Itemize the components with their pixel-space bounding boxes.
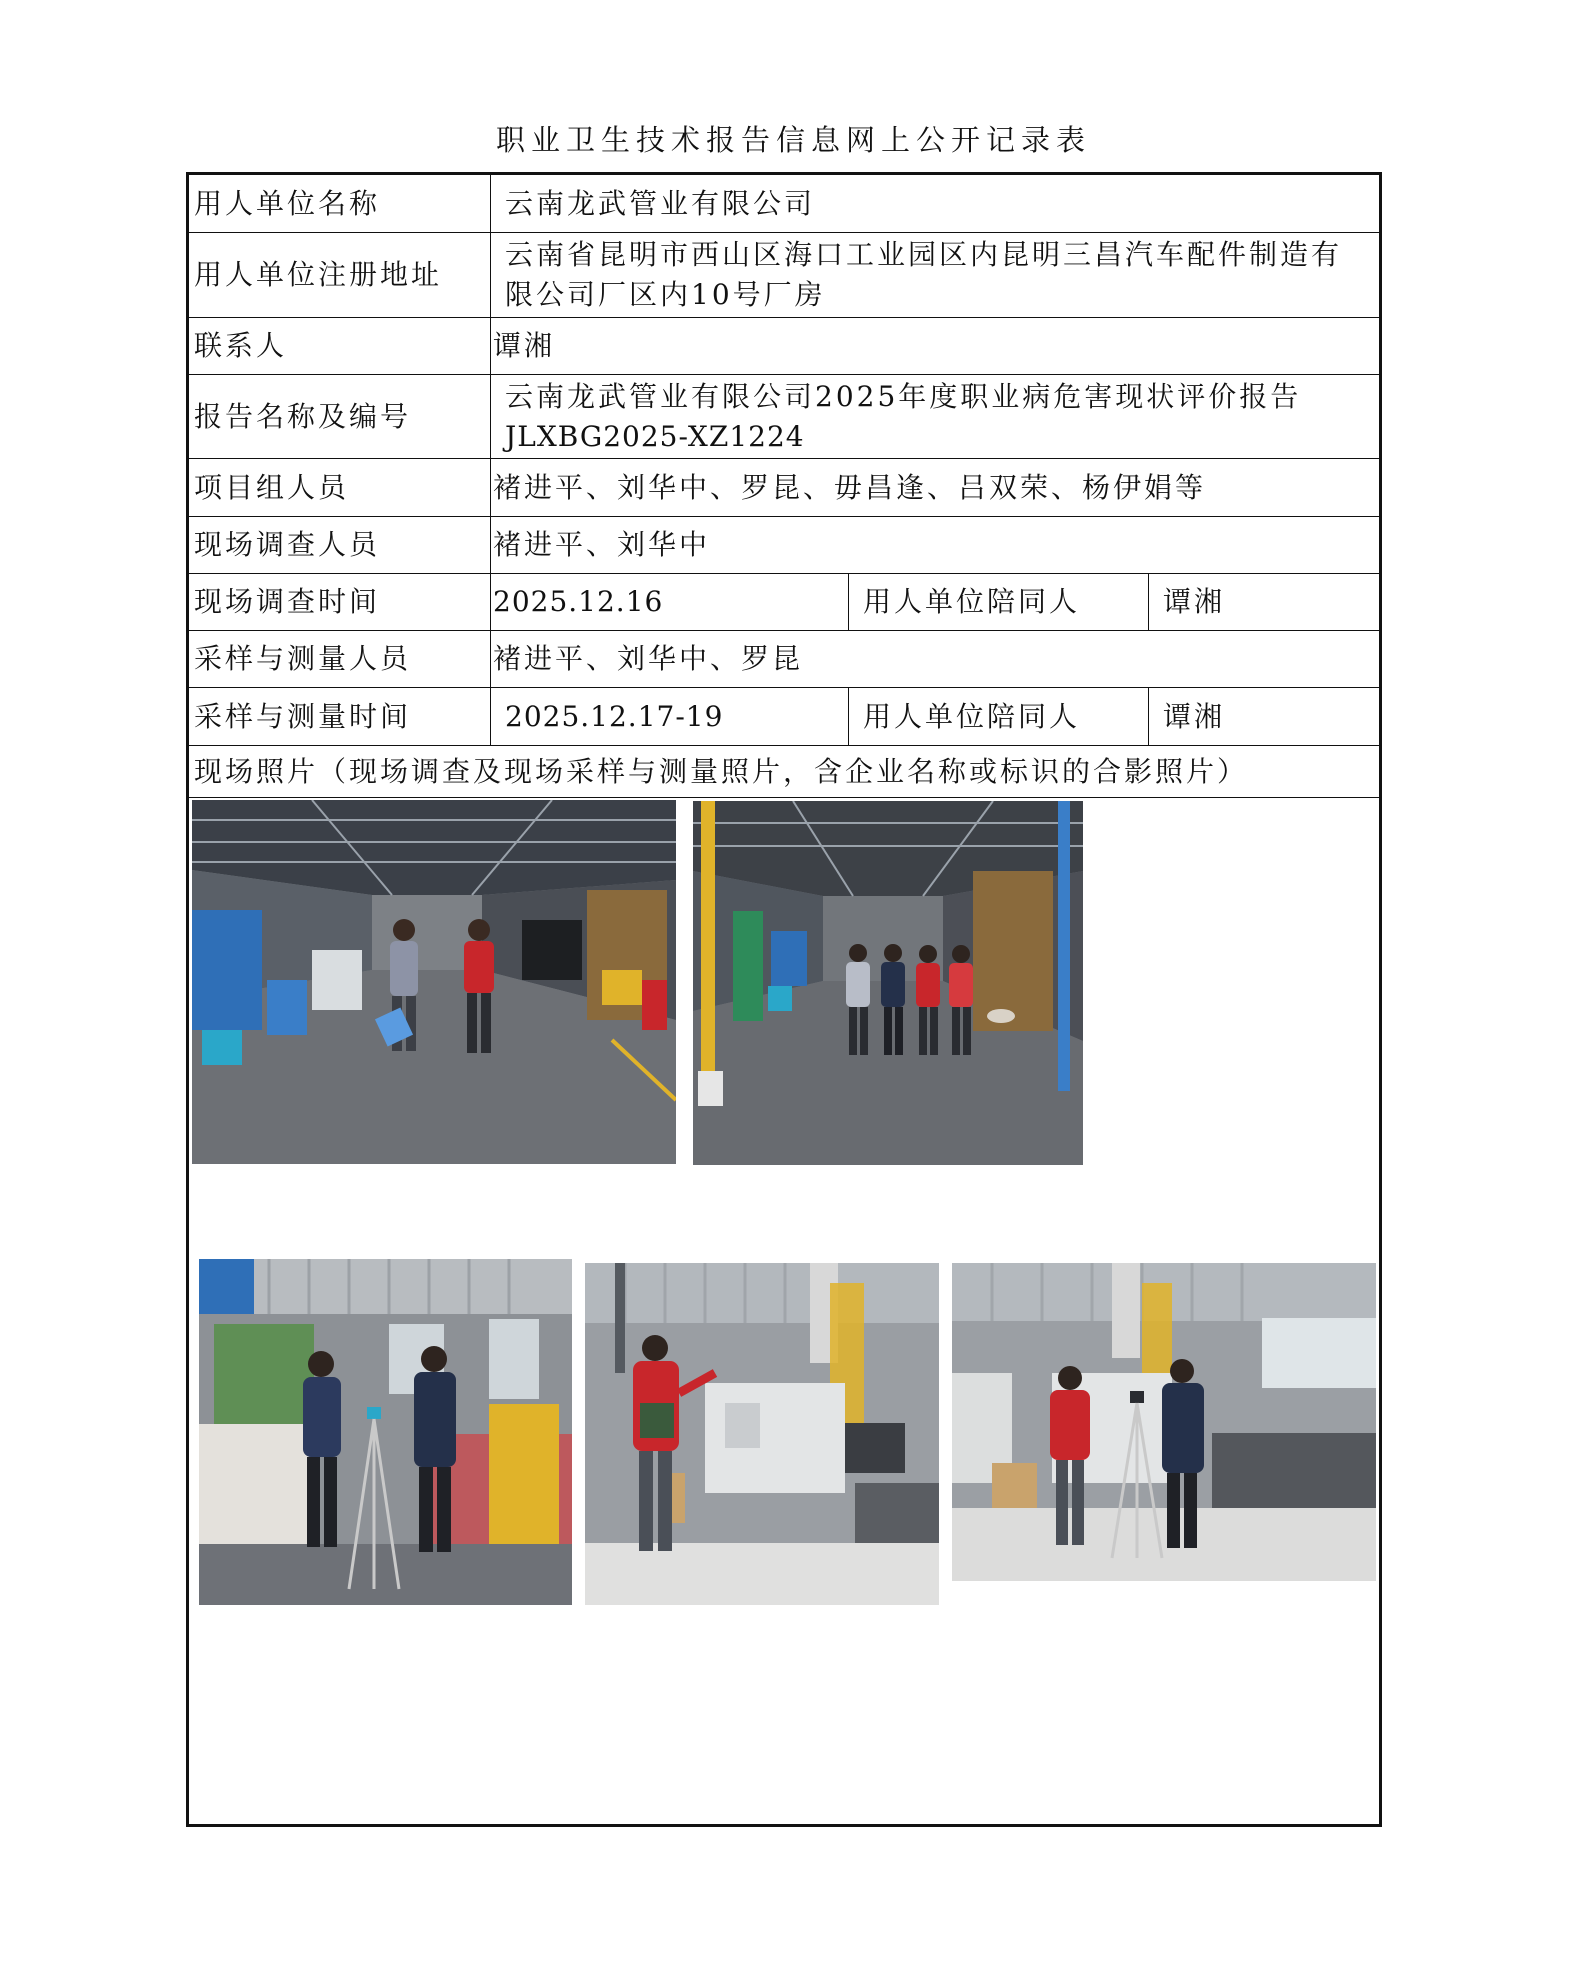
site-photos-area (189, 798, 1379, 1824)
report-label: 报告名称及编号 (189, 375, 491, 458)
photos-header-label: 现场照片（现场调查及现场采样与测量照片，含企业名称或标识的合影照片） (194, 754, 1249, 788)
sampling-staff-value: 褚进平、刘华中、罗昆 (493, 642, 804, 675)
report-number: JLXBG2025-XZ1224 (505, 419, 805, 453)
employer-name-label: 用人单位名称 (189, 175, 491, 232)
survey-companion-label: 用人单位陪同人 (849, 574, 1149, 630)
employer-address-value (491, 233, 1379, 317)
row-sampling-staff (189, 631, 1379, 688)
sampling-time-label: 采样与测量时间 (189, 688, 491, 745)
sampling-time-value: 2025.12.17-19 (491, 688, 849, 745)
contact-value: 谭湘 (493, 329, 556, 362)
employer-name-value: 云南龙武管业有限公司 (505, 186, 816, 220)
site-photo-group (693, 801, 1083, 1165)
row-contact (189, 318, 1379, 375)
row-sampling-time (189, 688, 1379, 746)
report-name: 云南龙武管业有限公司2025年度职业病危害现状评价报告 (505, 379, 1302, 413)
survey-staff-value: 褚进平、刘华中 (493, 528, 711, 561)
employer-address-line2: 限公司厂区内10号厂房 (505, 278, 826, 311)
employer-address-line1: 云南省昆明市西山区海口工业园区内昆明三昌汽车配件制造有 (505, 238, 1343, 271)
employer-address-label: 用人单位注册地址 (189, 233, 491, 317)
sampling-companion-label: 用人单位陪同人 (849, 688, 1149, 745)
row-report (189, 375, 1379, 459)
project-team-value: 褚进平、刘华中、罗昆、毋昌逢、吕双荣、杨伊娟等 (493, 470, 1207, 504)
row-employer-address (189, 233, 1379, 318)
site-photo-measurement-3 (952, 1263, 1376, 1581)
report-value (491, 375, 1379, 458)
contact-label: 联系人 (189, 318, 491, 374)
sampling-staff-label: 采样与测量人员 (189, 631, 491, 687)
site-photo-measurement-1 (199, 1259, 572, 1605)
project-team-label: 项目组人员 (189, 459, 491, 516)
site-photo-measurement-2 (585, 1263, 939, 1605)
site-photo-survey-aisle (192, 800, 676, 1164)
row-employer-name (189, 175, 1379, 233)
survey-companion-value: 谭湘 (1163, 585, 1226, 618)
row-photos-header (189, 746, 1379, 798)
survey-staff-label: 现场调查人员 (189, 517, 491, 573)
survey-time-value: 2025.12.16 (491, 574, 849, 630)
row-survey-time (189, 574, 1379, 631)
row-project-team (189, 459, 1379, 517)
row-survey-staff (189, 517, 1379, 574)
record-form-table (186, 172, 1382, 1827)
sampling-companion-value: 谭湘 (1163, 699, 1226, 733)
document-title: 职业卫生技术报告信息网上公开记录表 (495, 123, 1091, 157)
survey-time-label: 现场调查时间 (189, 574, 491, 630)
